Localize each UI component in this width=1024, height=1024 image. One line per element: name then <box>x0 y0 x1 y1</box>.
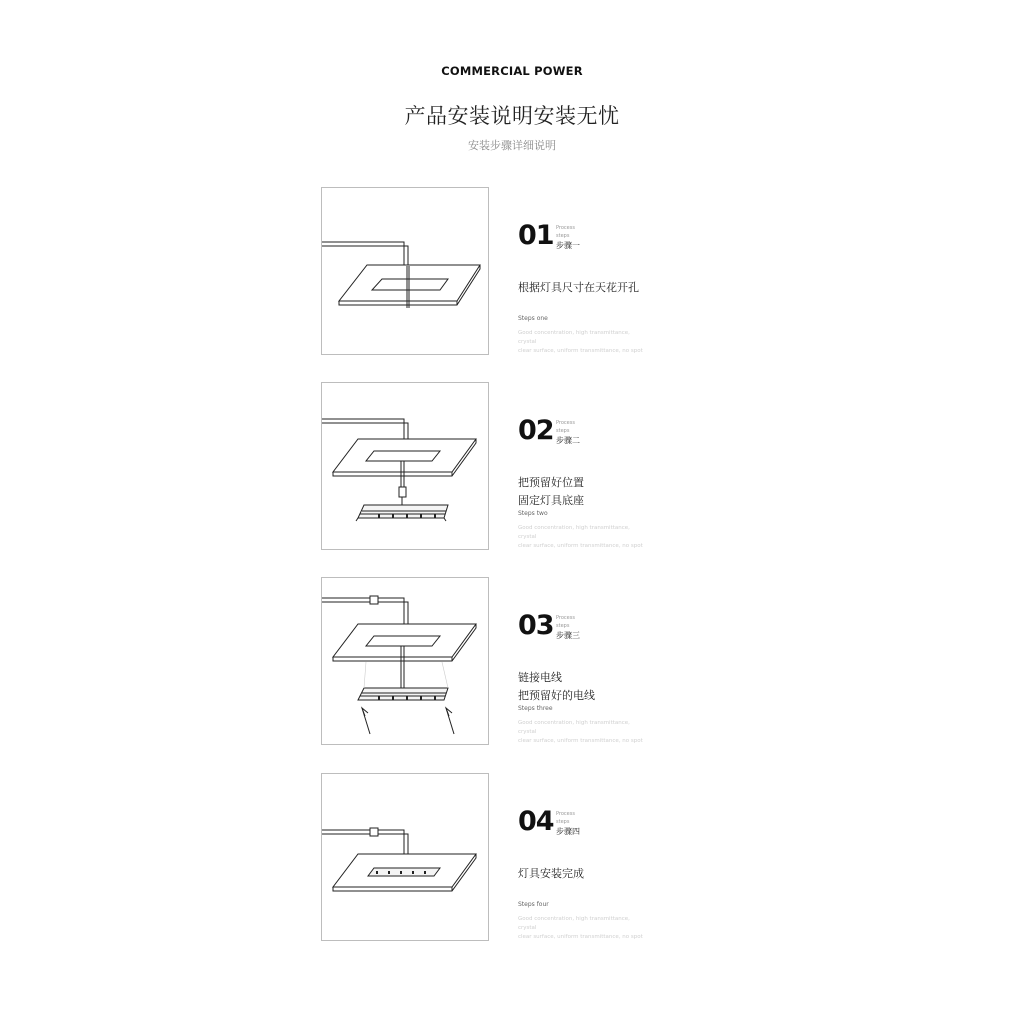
step-description: 根据灯具尺寸在天花开孔 <box>518 281 639 294</box>
step-label: Steps two <box>518 510 548 517</box>
fix-base-diagram <box>322 383 489 550</box>
step-label: Steps one <box>518 315 548 322</box>
step-meta: Process steps 步骤一 <box>556 225 580 250</box>
step-number: 01 <box>518 220 554 251</box>
step-description: 链接电线 把预留好的电线 <box>518 671 595 702</box>
step-label: Steps three <box>518 705 553 712</box>
step-meta: Process steps 步骤三 <box>556 615 580 640</box>
ceiling-hole-diagram <box>322 188 489 355</box>
step-1-illustration <box>321 187 489 355</box>
step-label: Steps four <box>518 901 549 908</box>
step-lorem: Good concentration, high transmittance, crystal clear surface, uniform transmittance, no spot <box>518 330 643 354</box>
install-step-4 <box>321 773 661 943</box>
step-2-illustration <box>321 382 489 550</box>
step-number: 03 <box>518 610 554 641</box>
installed-light-diagram <box>322 774 489 941</box>
step-3-illustration <box>321 577 489 745</box>
step-description: 灯具安装完成 <box>518 867 584 880</box>
page-title: 产品安装说明安装无忧 <box>404 104 620 128</box>
step-number: 04 <box>518 806 554 837</box>
step-meta: Process steps 步骤二 <box>556 420 580 445</box>
connect-wire-diagram <box>322 578 489 745</box>
install-step-3 <box>321 577 661 747</box>
step-lorem: Good concentration, high transmittance, crystal clear surface, uniform transmittance, no spot <box>518 720 643 744</box>
brand-title: COMMERCIAL POWER <box>441 64 583 78</box>
step-meta: Process steps 步骤四 <box>556 811 580 836</box>
page-subtitle: 安装步骤详细说明 <box>468 139 556 152</box>
step-4-illustration <box>321 773 489 941</box>
install-step-1 <box>321 187 661 357</box>
step-lorem: Good concentration, high transmittance, crystal clear surface, uniform transmittance, no spot <box>518 916 643 940</box>
step-lorem: Good concentration, high transmittance, crystal clear surface, uniform transmittance, no spot <box>518 525 643 549</box>
step-description: 把预留好位置 固定灯具底座 <box>518 476 584 507</box>
install-step-2 <box>321 382 661 552</box>
step-number: 02 <box>518 415 554 446</box>
